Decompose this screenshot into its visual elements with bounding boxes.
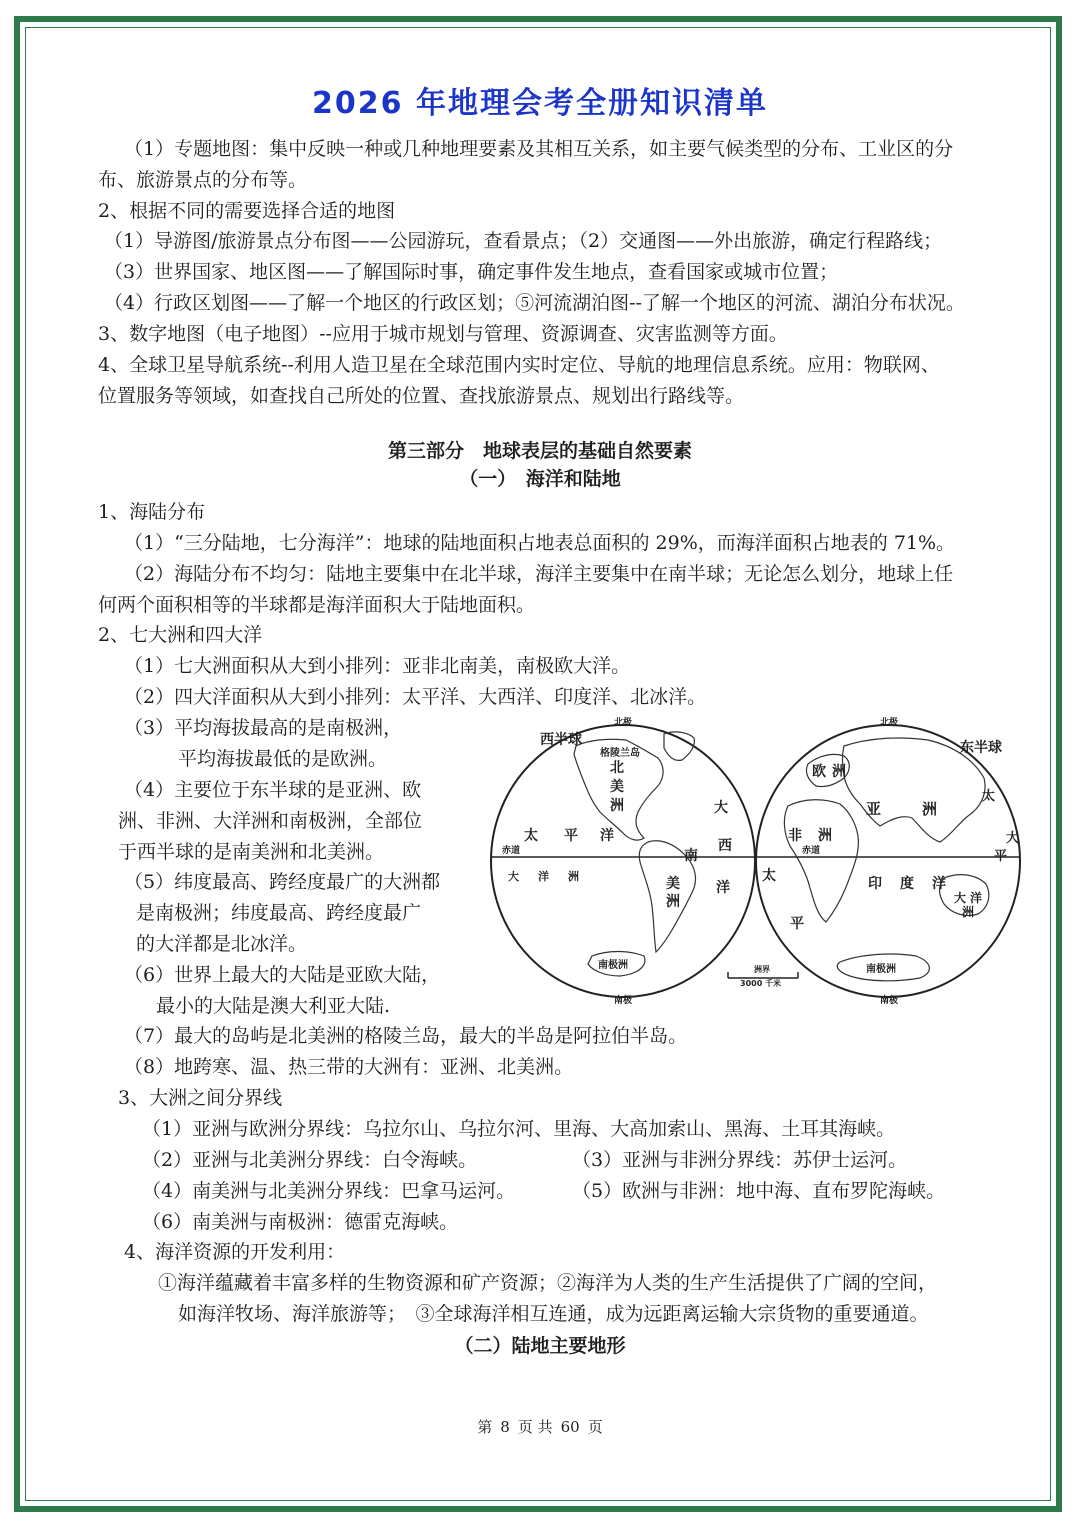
map-label-ocean: 度 bbox=[900, 876, 914, 892]
map-label-ocean: 太 bbox=[762, 868, 776, 884]
text-line: 是南极洲；纬度最高、跨经度最广 bbox=[136, 902, 422, 924]
map-label-asia: 洲 bbox=[922, 800, 938, 818]
text-line: （3）平均海拔最高的是南极洲， bbox=[124, 717, 403, 739]
text-line: 何两个面积相等的半球都是海洋面积大于陆地面积。 bbox=[98, 594, 536, 616]
text-line: （4）行政区划图——了解一个地区的行政区划；⑤河流湖泊图--了解一个地区的河流、湖泊分布状况。 bbox=[104, 292, 965, 314]
text-line: 的大洋都是北冰洋。 bbox=[136, 933, 308, 955]
text-line: 4、全球卫星导航系统--利用人造卫星在全球范围内实时定位、导航的地理信息系统。应用：物联网、 bbox=[98, 354, 940, 376]
map-label-europe: 洲 bbox=[832, 764, 846, 780]
map-label-sa: 美 bbox=[666, 876, 680, 892]
map-label-ocean: 洋 bbox=[932, 876, 946, 892]
map-label-europe: 欧 bbox=[812, 764, 826, 780]
text-line: （6）南美洲与南极洲：德雷克海峡。 bbox=[142, 1211, 459, 1233]
map-label-ocean: 平 bbox=[994, 849, 1008, 864]
page-number bbox=[0, 1416, 1080, 1437]
text-line: 洲、非洲、大洋洲和南极洲，全部位 bbox=[118, 810, 423, 832]
page-number-suffix: 页 bbox=[587, 1418, 603, 1436]
map-label-ocean: 印 bbox=[868, 876, 882, 892]
map-label-west-hemisphere: 西半球 bbox=[540, 732, 582, 748]
map-label-south-pole: 南极 bbox=[614, 996, 633, 1006]
text-line: （2）海陆分布不均匀：陆地主要集中在北半球，海洋主要集中在南半球；无论怎么划分，地球上任 bbox=[124, 563, 954, 585]
map-scale-label: 3000 千米 bbox=[740, 979, 782, 988]
map-label-east-hemisphere: 东半球 bbox=[960, 740, 1002, 756]
map-label-antarctica: 南极洲 bbox=[866, 964, 896, 975]
map-label-sa: 洲 bbox=[666, 894, 680, 910]
subsection-heading: （二）陆地主要地形 bbox=[454, 1335, 626, 1357]
map-label-africa: 洲 bbox=[818, 828, 832, 844]
subsection-heading: （一） 海洋和陆地 bbox=[459, 468, 621, 490]
map-label-ocean: 平 bbox=[564, 828, 578, 844]
text-line: （2）亚洲与北美洲分界线：白令海峡。 bbox=[142, 1149, 478, 1171]
map-label-ocean: 大 bbox=[714, 800, 728, 816]
map-label-oceania: 大 bbox=[954, 891, 967, 905]
text-line: 1、海陆分布 bbox=[98, 501, 206, 523]
text-line: 4、海洋资源的开发利用： bbox=[124, 1241, 346, 1263]
text-line: 布、旅游景点的分布等。 bbox=[98, 169, 308, 191]
page-number-total: 60 bbox=[560, 1418, 580, 1436]
greenland-outline bbox=[664, 732, 694, 760]
text-line: 3、大洲之间分界线 bbox=[118, 1087, 283, 1109]
text-line: （1）专题地图：集中反映一种或几种地理要素及其相互关系，如主要气候类型的分布、工业区的分 bbox=[124, 138, 954, 160]
map-label-ocean: 洋 bbox=[716, 880, 730, 896]
map-label-north-pole: 北极 bbox=[880, 718, 899, 728]
text-line: （5）纬度最高、跨经度最广的大洲都 bbox=[124, 871, 441, 893]
map-label-sa: 南 bbox=[684, 848, 698, 864]
map-label-asia: 亚 bbox=[866, 800, 882, 818]
text-line: 3、数字地图（电子地图）--应用于城市规划与管理、资源调查、灾害监测等方面。 bbox=[98, 323, 788, 345]
map-label-africa: 非 bbox=[788, 828, 802, 844]
map-label-ocean: 太 bbox=[982, 789, 996, 804]
map-label-equator: 赤道 bbox=[802, 846, 821, 856]
map-label-oceania: 洋 bbox=[970, 891, 983, 905]
map-label-na: 北 bbox=[610, 760, 624, 776]
page-number-current: 8 bbox=[500, 1418, 510, 1436]
map-label-south-pole: 南极 bbox=[880, 996, 899, 1006]
section-heading: 第三部分 地球表层的基础自然要素 bbox=[387, 440, 692, 462]
east-hemisphere-circle bbox=[756, 725, 1020, 997]
text-line: （7）最大的岛屿是北美洲的格陵兰岛，最大的半岛是阿拉伯半岛。 bbox=[124, 1025, 688, 1047]
map-label-ocean: 大 bbox=[508, 870, 519, 883]
map-label-ocean: 洋 bbox=[538, 870, 549, 883]
africa-outline bbox=[784, 800, 858, 922]
map-label-ocean: 西 bbox=[718, 838, 732, 854]
map-legend-boundary: 洲界 bbox=[754, 965, 770, 974]
text-line: 于西半球的是南美洲和北美洲。 bbox=[118, 841, 385, 863]
text-line: （3）亚洲与非洲分界线：苏伊士运河。 bbox=[572, 1149, 908, 1171]
text-line: （5）欧洲与非洲：地中海、直布罗陀海峡。 bbox=[572, 1180, 946, 1202]
map-label-oceania: 洲 bbox=[962, 905, 975, 919]
text-line: （3）世界国家、地区图——了解国际时事，确定事件发生地点，查看国家或城市位置； bbox=[104, 261, 839, 283]
document-title: 2026 年地理会考全册知识清单 bbox=[312, 86, 768, 121]
text-line: 2、根据不同的需要选择合适的地图 bbox=[98, 200, 396, 222]
text-line: （1）亚洲与欧洲分界线：乌拉尔山、乌拉尔河、里海、大高加索山、黑海、土耳其海峡。 bbox=[142, 1118, 896, 1140]
map-label-ocean: 洋 bbox=[600, 828, 614, 844]
text-line: （4）主要位于东半球的是亚洲、欧 bbox=[124, 779, 422, 801]
text-line: 如海洋牧场、海洋旅游等； ③全球海洋相互连通，成为远距离运输大宗货物的重要通道。 bbox=[178, 1303, 929, 1325]
text-line: 最小的大陆是澳大利亚大陆. bbox=[156, 995, 391, 1017]
text-line: ①海洋蕴藏着丰富多样的生物资源和矿产资源；②海洋为人类的生产生活提供了广阔的空间， bbox=[158, 1272, 938, 1294]
text-line: （4）南美洲与北美洲分界线：巴拿马运河。 bbox=[142, 1180, 516, 1202]
text-line: 位置服务等领域，如查找自己所处的位置、查找旅游景点、规划出行路线等。 bbox=[98, 385, 745, 407]
text-line: （8）地跨寒、温、热三带的大洲有：亚洲、北美洲。 bbox=[124, 1056, 574, 1078]
map-label-north-pole: 北极 bbox=[614, 718, 633, 728]
text-line: 平均海拔最低的是欧洲。 bbox=[178, 748, 388, 770]
map-label-equator: 赤道 bbox=[502, 846, 521, 856]
map-label-na: 洲 bbox=[610, 798, 624, 814]
text-line: （2）四大洋面积从大到小排列：太平洋、大西洋、印度洋、北冰洋。 bbox=[124, 686, 707, 708]
map-label-antarctica: 南极洲 bbox=[598, 960, 628, 971]
map-label-ocean: 大 bbox=[1006, 831, 1020, 846]
page-number-middle: 页 共 bbox=[517, 1418, 553, 1436]
text-line: （1）“三分陆地，七分海洋”：地球的陆地面积占地表总面积的 29%，而海洋面积占地表的 71%。 bbox=[124, 532, 956, 554]
text-line: （6）世界上最大的大陆是亚欧大陆， bbox=[124, 964, 441, 986]
text-line: 2、七大洲和四大洋 bbox=[98, 624, 263, 646]
text-line: （1）七大洲面积从大到小排列：亚非北南美，南极欧大洋。 bbox=[124, 655, 631, 677]
map-label-ocean: 太 bbox=[524, 828, 538, 844]
map-label-greenland: 格陵兰岛 bbox=[600, 748, 640, 759]
world-hemispheres-map bbox=[488, 716, 1028, 1006]
map-label-ocean: 洲 bbox=[568, 870, 579, 883]
text-line: （1）导游图/旅游景点分布图——公园游玩，查看景点；（2）交通图——外出旅游，确定行程路线； bbox=[104, 230, 943, 252]
map-label-na: 美 bbox=[610, 779, 624, 795]
map-label-ocean: 平 bbox=[790, 916, 804, 932]
page-number-prefix: 第 bbox=[477, 1418, 493, 1436]
